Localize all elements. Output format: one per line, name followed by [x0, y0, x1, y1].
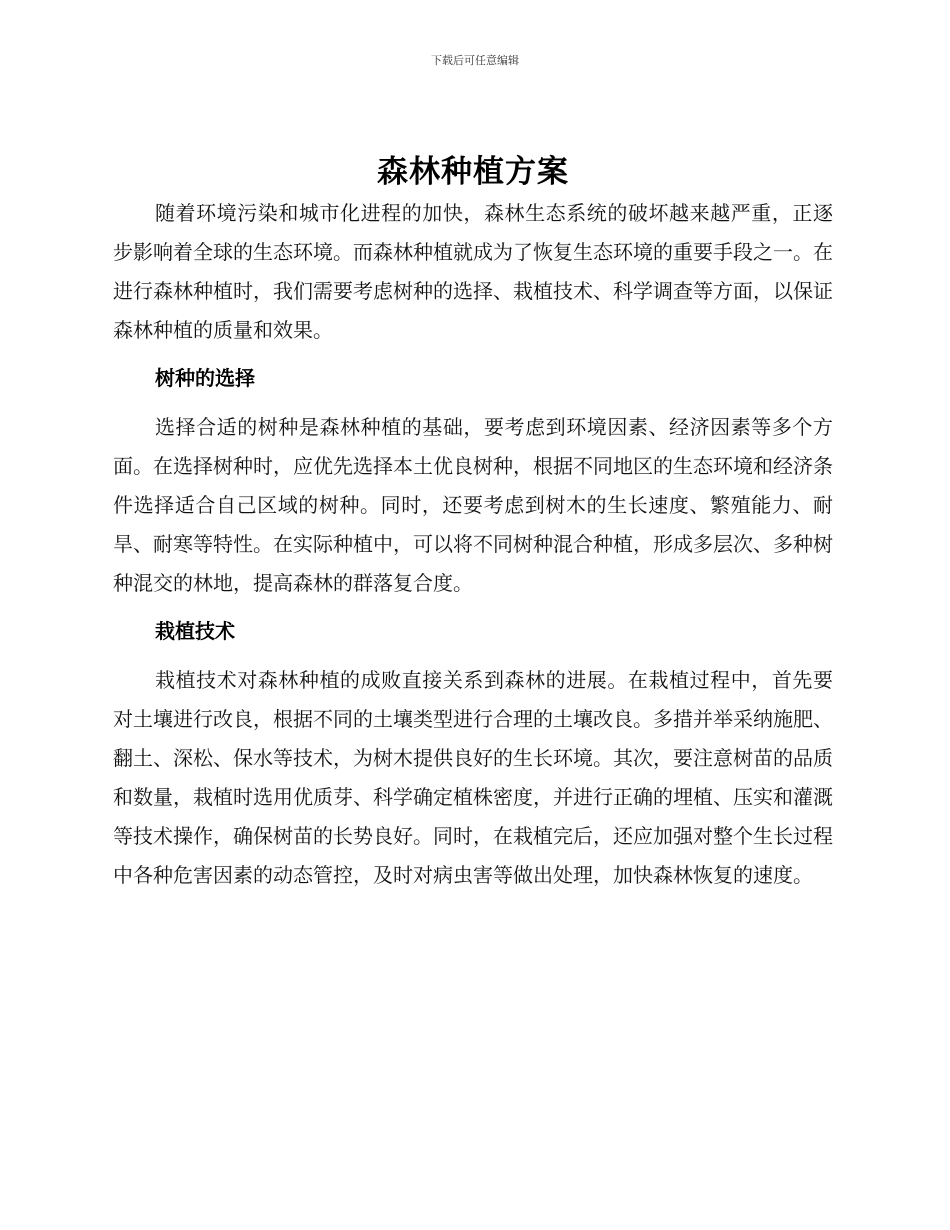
section-heading-wrap-1 [113, 358, 833, 398]
section-body-planting-technique: 栽植技术对森林种植的成败直接关系到森林的进展。在栽植过程中，首先要对土壤进行改良，根据不同的土壤类型进行合理的土壤改良。多措并举采纳施肥、翻土、深松、保水等技术，为树木提供良好的生长环境。其次，要注意树苗的品质和数量，栽植时选用优质芽、科学确定植株密度，并进行正确的埋植、压实和灌溉等技术操作，确保树苗的长势良好。同时，在栽植完后，还应加强对整个生长过程中各种危害因素的动态管控，及时对病虫害等做出处理，加快森林恢复的速度。 [113, 668, 833, 887]
section-heading-planting-technique: 栽植技术 [155, 619, 235, 643]
section-heading-tree-selection: 树种的选择 [155, 366, 255, 390]
header-note: 下载后可任意编辑 [431, 54, 519, 67]
document-title: 森林种植方案 [377, 154, 569, 190]
document-content [113, 150, 833, 895]
section-body-tree-selection: 选择合适的树种是森林种植的基础，要考虑到环境因素、经济因素等多个方面。在选择树种时，应优先选择本土优良树种，根据不同地区的生态环境和经济条件选择适合自己区域的树种。同时，还要考虑到树木的生长速度、繁殖能力、耐旱、耐寒等特性。在实际种植中，可以将不同树种混合种植，形成多层次、多种树种混交的林地，提高森林的群落复合度。 [113, 415, 833, 595]
section-heading-wrap-2 [113, 611, 833, 651]
intro-paragraph: 随着环境污染和城市化进程的加快，森林生态系统的破坏越来越严重，正逐步影响着全球的生态环境。而森林种植就成为了恢复生态环境的重要手段之一。在进行森林种植时，我们需要考虑树种的选择、栽植技术、科学调查等方面，以保证森林种植的质量和效果。 [113, 201, 833, 342]
